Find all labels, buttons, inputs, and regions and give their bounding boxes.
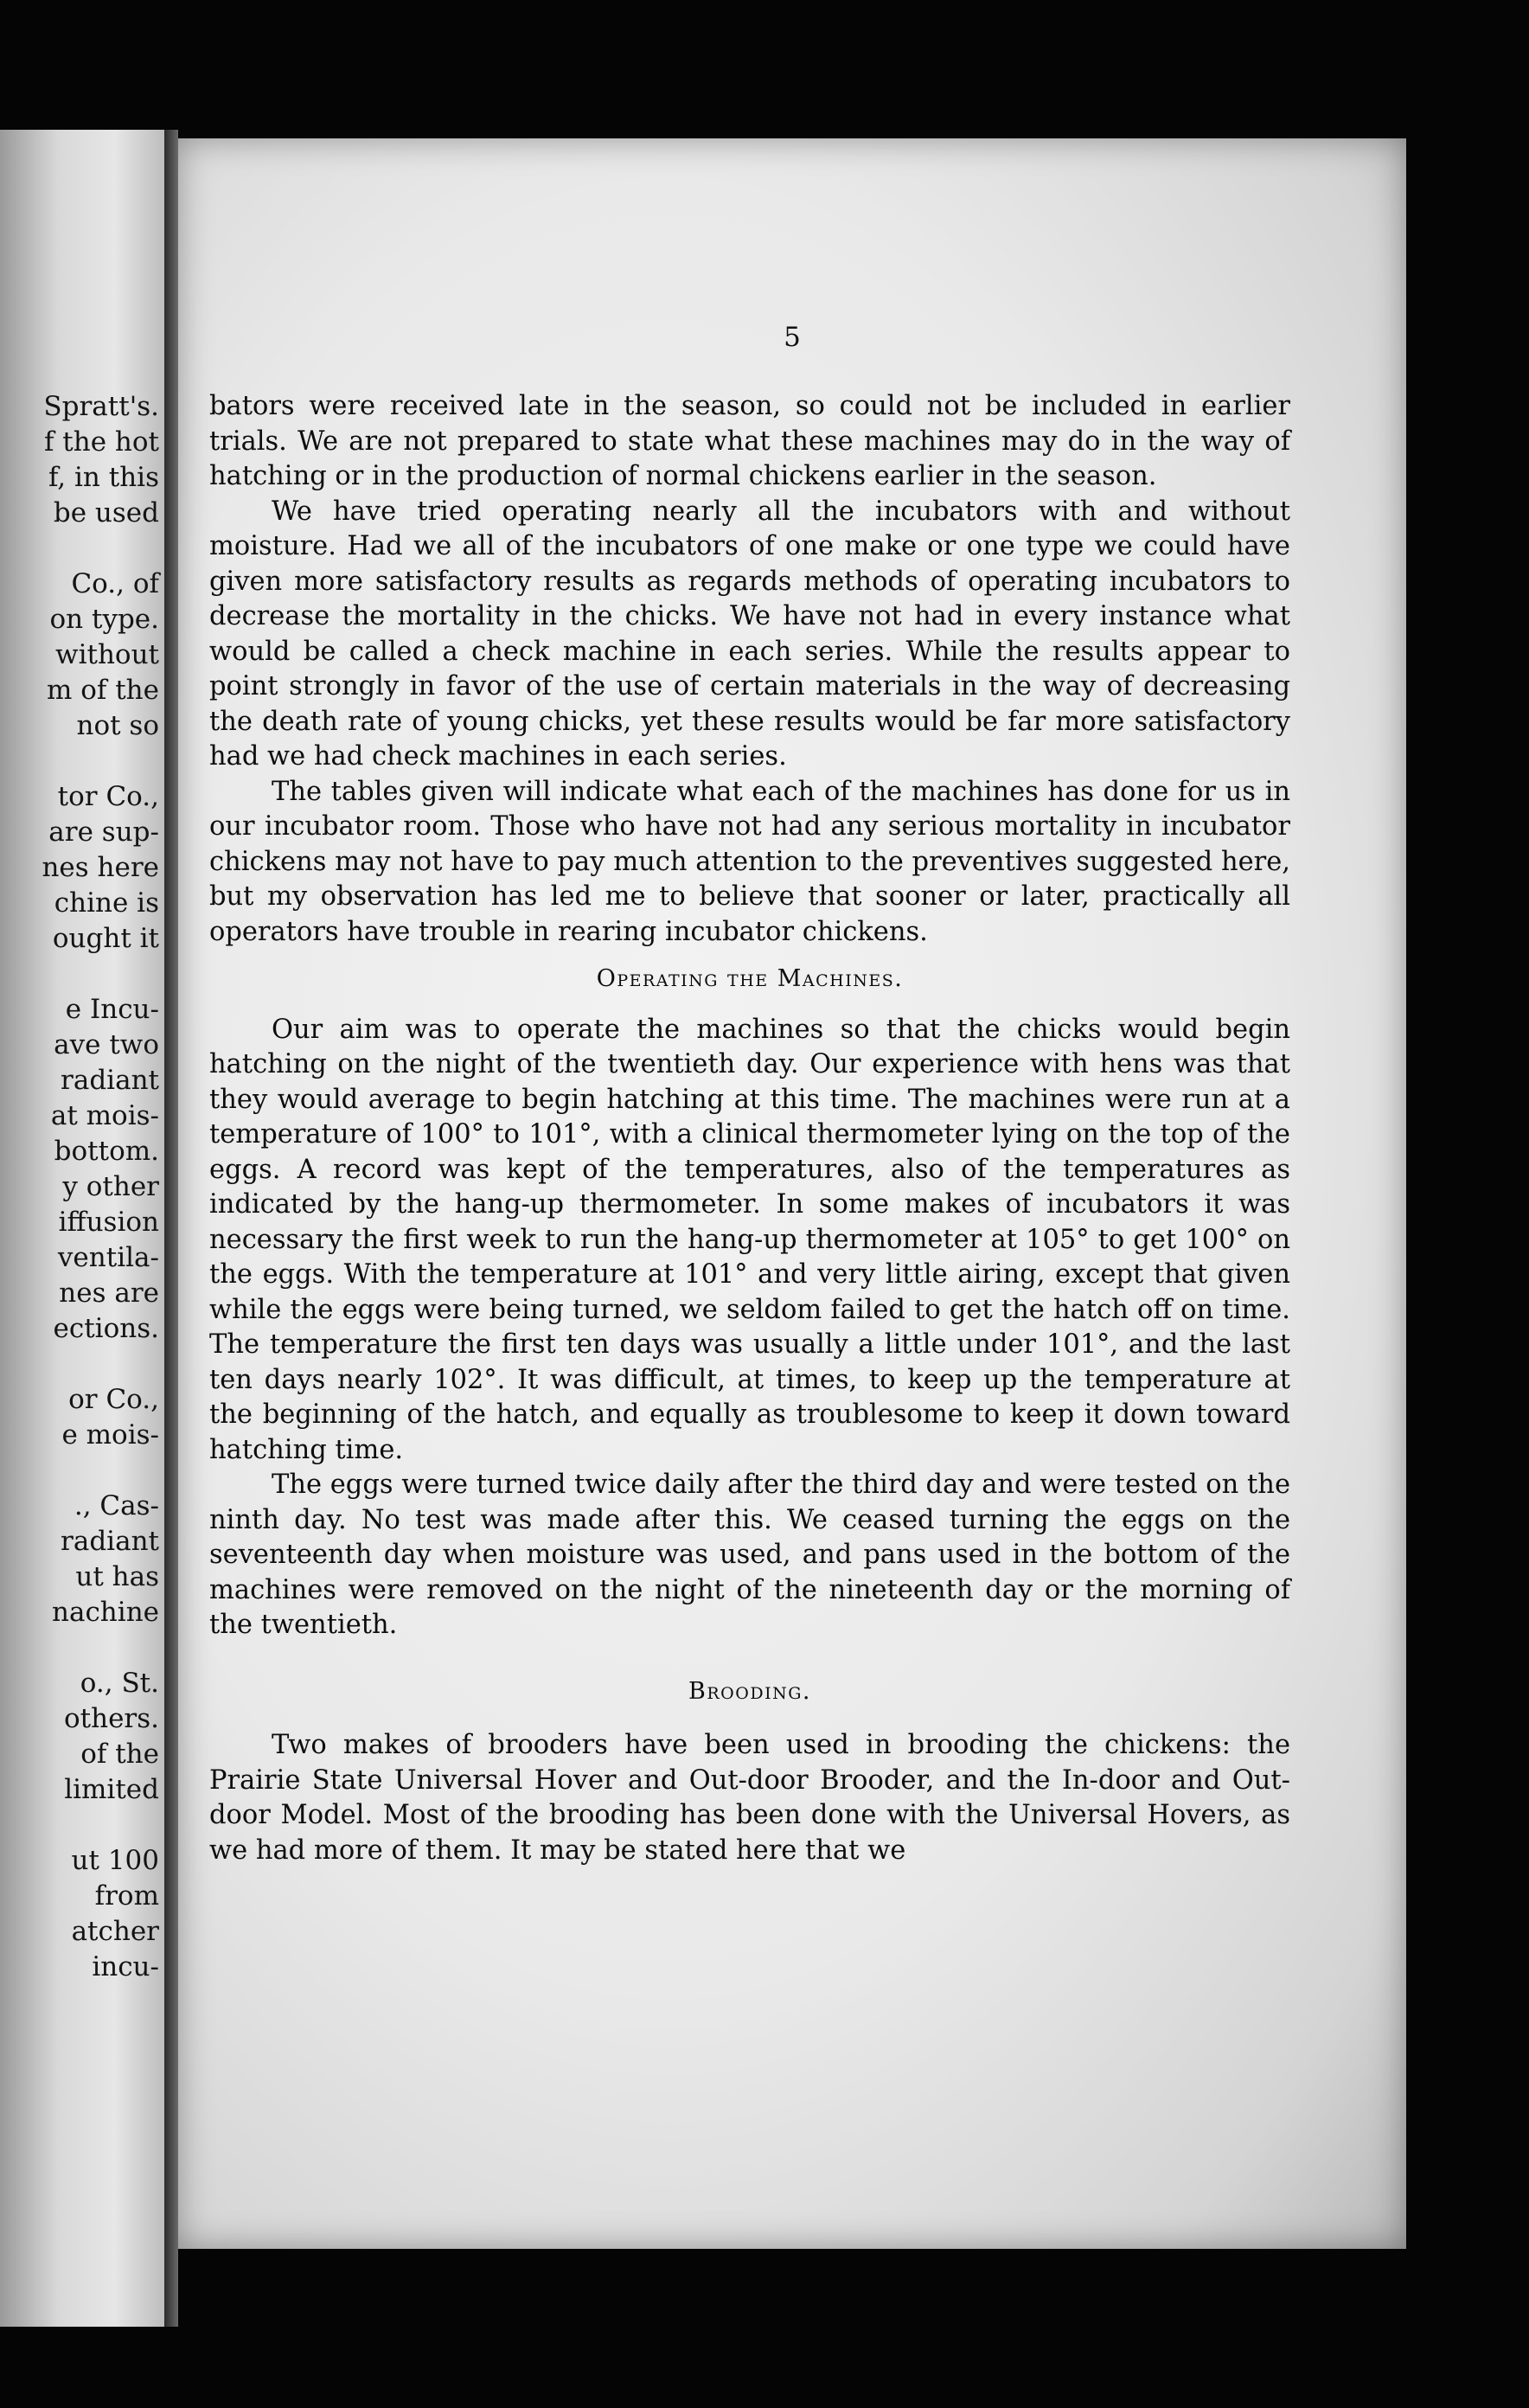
facing-page-line: chine is xyxy=(54,887,159,919)
facing-page-line: ut 100 xyxy=(71,1845,159,1876)
facing-page-line: ought it xyxy=(52,923,159,954)
paragraph-moisture: We have tried operating nearly all the incubators with and without moisture. Had we all of the incubators of one make or one type we could have given more satisfactory results as regards methods of operating incubators to decrease the mortality in the chicks. We have not had in every instance what would be called a check machine in each series. While the results appear to point strongly in favor of the use of certain materials in the way of decreasing the death rate of young chicks, yet these results would be far more satisfactory had we had check machines in each series. xyxy=(209,496,1290,772)
facing-page-line: at mois- xyxy=(50,1100,159,1131)
section-heading-operating: Operating the Machines. xyxy=(596,965,904,992)
facing-page-line: on type. xyxy=(49,604,159,635)
facing-page-line: bottom. xyxy=(54,1136,159,1167)
facing-page-line: ventila- xyxy=(57,1242,159,1273)
facing-page-line: ut has xyxy=(75,1561,159,1592)
facing-page-line: limited xyxy=(64,1774,159,1805)
facing-page-gap xyxy=(0,957,159,992)
facing-page-line: o., St. xyxy=(80,1668,159,1699)
facing-page-line: be used xyxy=(53,497,159,528)
facing-page-line: f, in this xyxy=(48,462,159,493)
paragraph-tables: The tables given will indicate what each of the machines has done for us in our incubator room. Those who have not had any serious mortality in incubator chickens may not have to pay much attention to the preventives suggested here, but my observation has led me to believe that sooner or later, practically all operators have trouble in rearing incubator chickens. xyxy=(209,776,1290,947)
document-page xyxy=(178,138,1406,2249)
facing-page-line: Co., of xyxy=(71,568,159,599)
facing-page-gap xyxy=(0,1630,159,1666)
facing-page-line: ections. xyxy=(53,1313,159,1344)
facing-page-line: of the xyxy=(80,1739,159,1770)
facing-page-line: incu- xyxy=(92,1951,159,1982)
paragraph-turning: The eggs were turned twice daily after the third day and were tested on the ninth day. No test was made after this. We ceased turning the eggs on the seventeenth day when moisture was used, and pans used in the bottom of the machines were removed on the night of the nineteenth day or the morning of the twentieth. xyxy=(209,1470,1290,1640)
facing-page-line: radiant xyxy=(61,1065,159,1096)
book-gutter xyxy=(164,130,178,2327)
facing-page-line: e Incu- xyxy=(65,994,159,1025)
facing-page-line: radiant xyxy=(61,1526,159,1557)
facing-page-line: atcher xyxy=(71,1916,159,1947)
facing-page-line: or Co., xyxy=(68,1384,159,1415)
facing-page-line: y other xyxy=(62,1171,159,1202)
facing-page-line: f the hot xyxy=(43,426,159,458)
facing-page xyxy=(0,130,164,2327)
facing-page-gap xyxy=(0,744,159,779)
facing-page-gap xyxy=(0,531,159,567)
facing-page-line: nes here xyxy=(42,852,159,883)
paragraph-brooders: Two makes of brooders have been used in brooding the chickens: the Prairie State Universal Hover and Out-door Brooder, and the In-door and Out-door Model. Most of the brooding has been done with the Universal Hovers, as we had more of them. It may be stated here that we xyxy=(209,1730,1290,1866)
facing-page-line: tor Co., xyxy=(57,781,159,812)
page-body xyxy=(209,389,1290,1868)
facing-page-line: from xyxy=(94,1880,159,1912)
paragraph-continuation: bators were received late in the season, so could not be included in earlier trials. We are not prepared to state what these machines may do in the way of hatching or in the production of normal chickens earlier in the season. xyxy=(209,391,1290,491)
facing-page-line: nachine xyxy=(52,1597,159,1628)
facing-page-line: nes are xyxy=(59,1278,159,1309)
facing-page-line: not so xyxy=(76,710,159,741)
paragraph-aim: Our aim was to operate the machines so that the chicks would begin hatching on the night of the twentieth day. Our experience with hens was that they would average to begin hatching at this time. The machines were run at a temperature of 100° to 101°, with a clinical thermometer lying on the top of the eggs. A record was kept of the temperatures, also of the temperatures as indicated by the hang-up thermometer. In some makes of incubators it was necessary the first week to run the hang-up thermometer at 105° to get 100° on the eggs. With the temperature at 101° and very little airing, except that given while the eggs were being turned, we seldom failed to get the hatch off on time. The temperature the first ten days was usually a little under 101°, and the last ten days nearly 102°. It was difficult, at times, to keep up the temperature at the beginning of the hatch, and equally as troublesome to keep it down toward hatching time. xyxy=(209,1014,1290,1465)
facing-page-line: are sup- xyxy=(48,817,159,848)
facing-page-line: iffusion xyxy=(58,1207,159,1238)
facing-page-text xyxy=(0,389,159,1985)
facing-page-line: ave two xyxy=(54,1029,159,1060)
facing-page-gap xyxy=(0,1347,159,1382)
facing-page-line: without xyxy=(55,639,159,670)
facing-page-line: m of the xyxy=(46,675,159,706)
facing-page-line: e mois- xyxy=(61,1419,159,1451)
section-heading-brooding: Brooding. xyxy=(688,1677,811,1705)
page-number: 5 xyxy=(784,322,801,353)
facing-page-line: ., Cas- xyxy=(74,1490,159,1521)
facing-page-gap xyxy=(0,1453,159,1489)
facing-page-gap xyxy=(0,1808,159,1843)
facing-page-line: others. xyxy=(63,1703,159,1734)
facing-page-line: Spratt's. xyxy=(43,391,159,422)
